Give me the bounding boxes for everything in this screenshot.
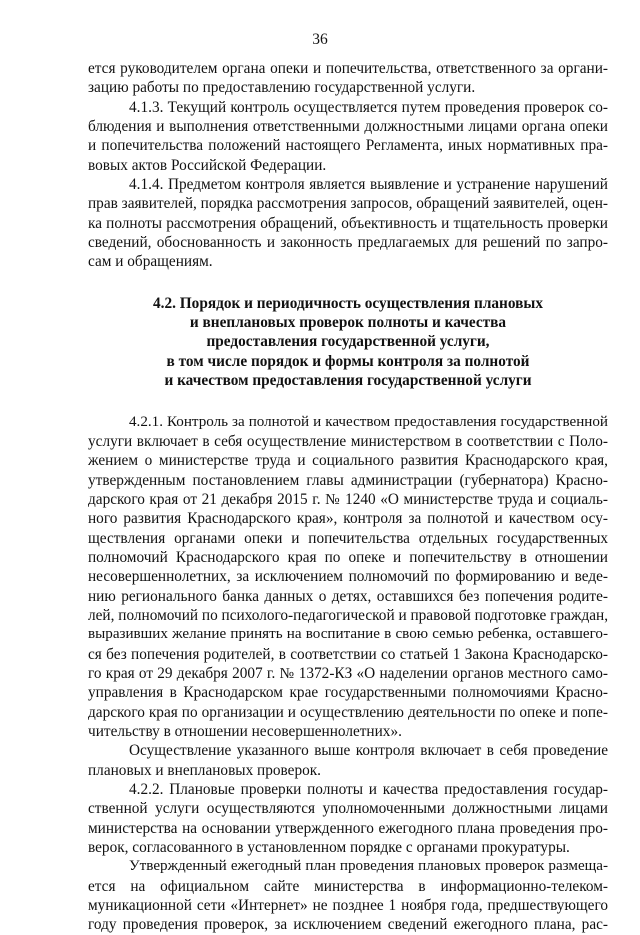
heading-line: 4.2. Порядок и периодичность осуществления плановых [153,294,543,312]
heading-line: и качеством предоставления государственной услуги [164,372,532,390]
text-line: услуги включает в себя осуществление министерством в соответствии с Поло- [88,432,608,450]
text-line: плановых и внеплановых проверок. [88,761,322,779]
text-line: прав заявителей, порядка рассмотрения запросов, обращений заявителей, оцен- [88,195,609,213]
text-line: дарского края от 21 декабря 2015 г. № 1240 «О министерстве труда и социаль- [88,490,608,508]
text-line: ственной услуги осуществляются уполномоченными должностными лицами [88,800,608,818]
text-line: ного развития Краснодарского края», контроля за полнотой и качеством осу- [88,510,608,528]
heading-line: в том числе порядок и формы контроля за полнотой [166,352,530,370]
text-line: го края от 29 декабря 2007 г. № 1372-КЗ «О наделении органов местного само- [88,664,608,682]
text-line: и попечительства положений настоящего Регламента, иных нормативных пра- [88,137,608,155]
text-line: ся без попечения родителей, в соответствии со статьей 1 Закона Краснодарско- [88,645,608,663]
section-heading [88,294,608,391]
text-line: дарского края по организации и осуществлению деятельности по опеке и попе- [88,703,608,721]
paragraph-4-1-3 [88,98,608,175]
text-line: 4.1.4. Предметом контроля является выявление и устранение нарушений [129,176,608,194]
text-line: чительству в отношении несовершеннолетних». [88,723,402,740]
text-line: 4.2.1. Контроль за полнотой и качеством предоставления государственной [129,413,608,430]
paragraph-annual-plan [88,857,608,934]
text-line: выразивших желание принять на воспитание в свою семью ребенка, оставшего- [88,626,608,643]
text-line: блюдения и выполнения ответственными должностными лицами органа опеки [88,118,608,136]
text-line: сам и обращениям. [88,253,213,271]
text-line: полномочий Краснодарского края по опеке и попечительству в отношении [88,548,608,566]
text-line: сведений, обоснованность и законность предлагаемых для решений по запро- [88,234,608,252]
paragraph-4-2-2 [88,780,608,857]
text-line: министерства на основании утвержденного ежегодного плана проведения про- [88,819,608,837]
paragraph-continuation [88,59,608,98]
paragraph-4-2-1 [88,413,608,742]
text-line: нию регионального банка данных о детях, оставшихся без попечения родите- [88,587,608,605]
paragraph-4-1-4 [88,175,608,272]
text-line: Утвержденный ежегодный план проведения плановых проверок размеща- [129,858,608,875]
paragraph-control-scope [88,741,608,780]
text-line: жением о министерстве труда и социального развития Краснодарского края, [88,452,608,470]
text-line: верок, согласованного в установленном порядке с органами прокуратуры. [88,839,570,857]
page-number: 36 [312,31,328,48]
text-line: муникационной сети «Интернет» не позднее 1 ноября года, предшествующего [88,897,608,915]
heading-line: предоставления государственной услуги, [206,333,490,351]
heading-line: и внеплановых проверок полноты и качества [189,314,507,332]
document-body [88,59,608,935]
text-line: управления в Краснодарском крае государственными полномочиями Красно- [88,684,608,702]
text-line: году проведения проверок, за исключением сведений ежегодного плана, рас- [88,916,608,934]
text-line: ется руководителем органа опеки и попечительства, ответственного за органи- [88,60,608,77]
text-line: 4.2.2. Плановые проверки полноты и качества предоставления государ- [129,781,608,799]
text-line: вовых актов Российской Федерации. [88,156,327,174]
text-line: зацию работы по предоставлению государственной услуги. [88,79,476,97]
text-line: Осуществление указанного выше контроля включает в себя проведение [129,742,608,760]
text-line: 4.1.3. Текущий контроль осуществляется путем проведения проверок со- [129,98,608,116]
text-line: ется на официальном сайте министерства в информационно-телеком- [88,877,608,895]
text-line: ка полноты рассмотрения обращений, объективность и тщательность проверки [88,214,608,232]
text-line: утвержденным постановлением главы администрации (губернатора) Красно- [88,471,608,489]
text-line: лей, полномочий по психолого-педагогической и правовой подготовке граждан, [88,606,609,624]
text-line: ществления органами опеки и попечительства отдельных государственных [88,529,608,547]
text-line: несовершеннолетних, за исключением полномочий по формированию и веде- [88,568,608,586]
